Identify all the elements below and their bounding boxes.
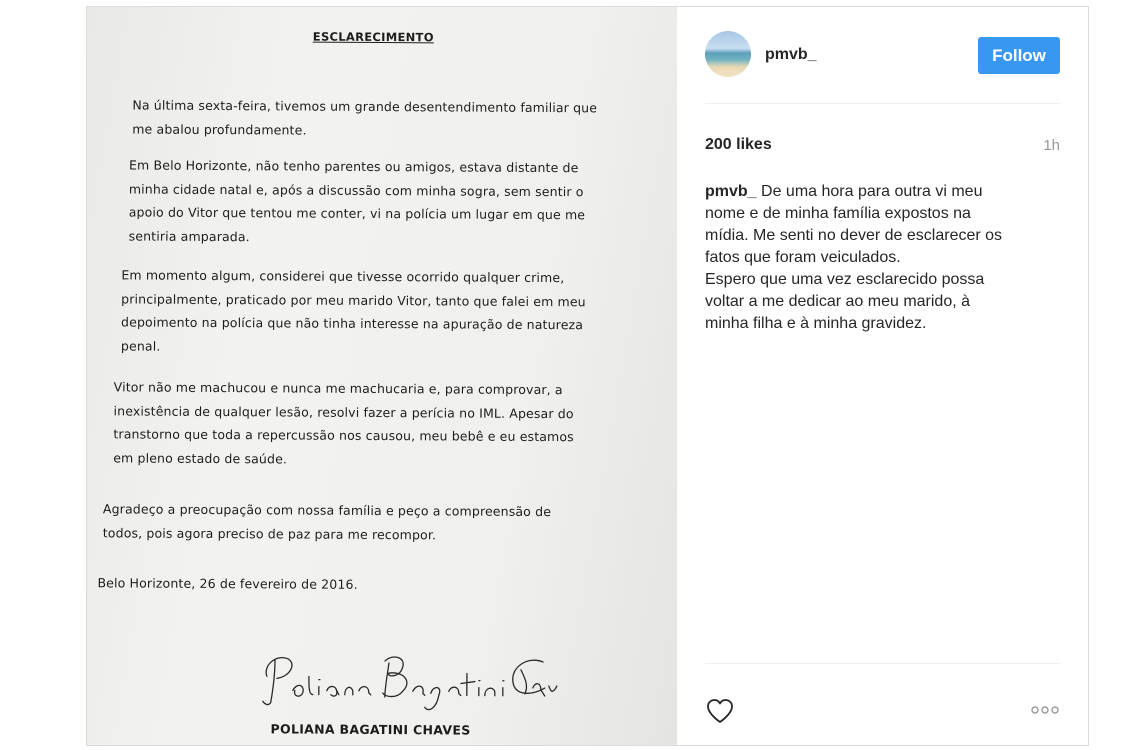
letter-title: ESCLARECIMENTO [312, 29, 434, 45]
letter-line: Em Belo Horizonte, não tenho parentes ou amigos, estava distante de [128, 157, 579, 176]
post-modal [86, 6, 1089, 746]
letter-document [87, 7, 677, 745]
caption-line: fatos que foram veiculados. [705, 249, 901, 266]
username-link[interactable]: pmvb_ [765, 46, 817, 63]
letter-line: sentiria amparada. [128, 227, 250, 244]
letter-line: Agradeço a preocupação com nossa família e peço a compreensão de [102, 501, 552, 520]
letter-line: depoimento na polícia que não tinha interesse na apuração de natureza [121, 314, 584, 333]
follow-button[interactable]: Follow [978, 37, 1060, 74]
letter-paragraph [103, 497, 551, 547]
post-timestamp[interactable]: 1h [1043, 137, 1060, 154]
caption-line: mídia. Me senti no dever de esclarecer os [705, 227, 1003, 244]
letter-paragraph [121, 263, 586, 360]
letter-line: transtorno que toda a repercussão nos causou, meu bebê e eu estamos [113, 426, 574, 445]
header-divider [705, 103, 1060, 104]
letter-line: minha cidade natal e, após a discussão com minha sogra, sem sentir o [128, 180, 584, 199]
letter-line: em pleno estado de saúde. [113, 449, 288, 466]
heart-icon[interactable] [705, 697, 735, 725]
more-options-icon[interactable] [1030, 703, 1060, 717]
letter-line: penal. [120, 337, 161, 354]
post-photo [87, 7, 677, 745]
letter-line: apoio do Vitor que tentou me conter, vi na polícia um lugar em que me [128, 204, 586, 223]
handwritten-signature [253, 646, 563, 720]
caption-line [705, 181, 1065, 203]
caption-line: voltar a me dedicar ao meu marido, à [705, 293, 971, 310]
letter-line: Em momento algum, considerei que tivesse ocorrido qualquer crime, [121, 267, 565, 286]
letter-line: Vitor não me machucou e nunca me machucaria e, para comprovar, a [113, 379, 563, 398]
letter-line: inexistência de qualquer lesão, resolvi fazer a perícia no IML. Apesar do [113, 402, 574, 421]
post-caption [705, 181, 1065, 335]
caption-line: Espero que uma vez esclarecido possa [705, 271, 985, 288]
letter-paragraph [132, 93, 597, 143]
signature-name: POLIANA BAGATINI CHAVES [270, 721, 471, 738]
footer-divider [705, 663, 1060, 664]
letter-paragraph [97, 571, 357, 596]
letter-line: Na última sexta-feira, tivemos um grande desentendimento familiar que [132, 97, 598, 116]
letter-date: Belo Horizonte, 26 de fevereiro de 2016. [97, 575, 358, 592]
avatar[interactable] [705, 31, 751, 77]
likes-count[interactable]: 200 likes [705, 136, 772, 153]
letter-paragraph [113, 375, 574, 472]
post-sidebar [677, 7, 1088, 745]
caption-text: De uma hora para outra vi meu [761, 183, 983, 200]
letter-line: todos, pois agora preciso de paz para me recompor. [102, 524, 437, 542]
caption-line: minha filha e à minha gravidez. [705, 315, 927, 332]
caption-line: nome e de minha família expostos na [705, 205, 971, 222]
caption-username-link[interactable]: pmvb_ [705, 183, 757, 200]
letter-line: principalmente, praticado por meu marido Vitor, tanto que falei em meu [121, 290, 586, 309]
letter-line: me abalou profundamente. [132, 120, 307, 138]
letter-paragraph [129, 153, 586, 250]
